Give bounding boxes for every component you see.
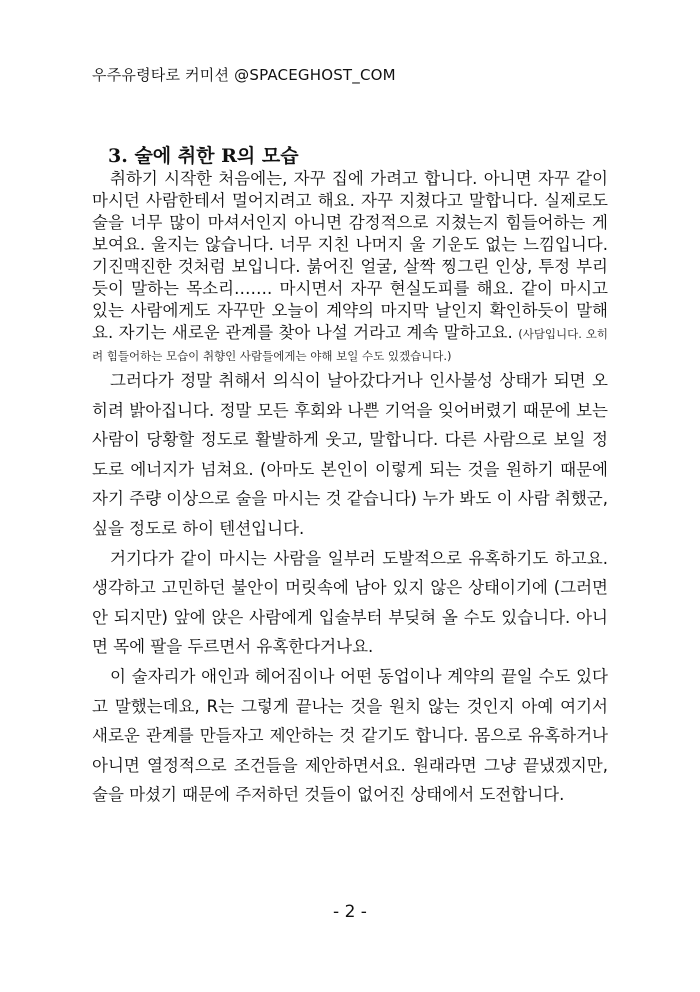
section-title: 3. 술에 취한 R의 모습 xyxy=(108,145,299,167)
commission-header: 우주유령타로 커미션 @SPACEGHOST_COM xyxy=(92,66,396,84)
paragraph-4: 이 술자리가 애인과 헤어짐이나 어떤 동업이나 계약의 끝일 수도 있다고 말했는데요, R는 그렇게 끝나는 것을 원치 않는 것인지 아예 여기서 새로운 관계를 만들자고 제안하는 것 같기도 합니다. 몸으로 유혹하거나 아니면 열정적으로 조건들을 제안하면서요. 원래라면 그냥 끝냈겠지만, 술을 마셨기 때문에 주저하던 것들이 없어진 상태에서 도전합니다. xyxy=(92,666,608,805)
page-number: - 2 - xyxy=(333,902,367,922)
paragraph-2: 그러다가 정말 취해서 의식이 날아갔다거나 인사불성 상태가 되면 오히려 밝아집니다. 정말 모든 후회와 나쁜 기억을 잊어버렸기 때문에 보는 사람이 당황할 정도로 활발하게 웃고, 말합니다. 다른 사람으로 보일 정도로 에너지가 넘쳐요. (아마도 본인이 이렇게 되는 것을 원하기 때문에 자기 주량 이상으로 술을 마시는 것 같습니다) 누가 봐도 이 사람 취했군, 싶을 정도로 하이 텐션입니다. xyxy=(92,371,608,538)
paragraph-1-side-note: (사담입니다. 오히려 힘들어하는 모습이 취향인 사람들에게는 야해 보일 수도 있겠습니다.) xyxy=(92,327,608,363)
body-text xyxy=(92,168,608,810)
paragraph-1 xyxy=(92,168,608,366)
paragraph-3: 거기다가 같이 마시는 사람을 일부러 도발적으로 유혹하기도 하고요. 생각하고 고민하던 불안이 머릿속에 남아 있지 않은 상태이기에 (그러면 안 되지만) 앞에 앉은 사람에게 입술부터 부딪혀 올 수도 있습니다. 아니면 목에 팔을 두르면서 유혹한다거나요. xyxy=(92,548,608,657)
paragraph-1-text: 취하기 시작한 처음에는, 자꾸 집에 가려고 합니다. 아니면 자꾸 같이 마시던 사람한테서 멀어지려고 해요. 자꾸 지쳤다고 말합니다. 실제로도 술을 너무 많이 마셔서인지 아니면 감정적으로 지쳤는지 힘들어하는 게 보여요. 울지는 않습니다. 너무 지친 나머지 울 기운도 없는 느낌입니다. 기진맥진한 것처럼 보입니다. 붉어진 얼굴, 살짝 찡그린 인상, 투정 부리듯이 말하는 목소리……. 마시면서 자꾸 현실도피를 해요. 같이 마시고 있는 사람에게도 자꾸만 오늘이 계약의 마지막 날인지 확인하듯이 말해요. 자기는 새로운 관계를 찾아 나설 거라고 계속 말하고요. xyxy=(92,169,608,342)
